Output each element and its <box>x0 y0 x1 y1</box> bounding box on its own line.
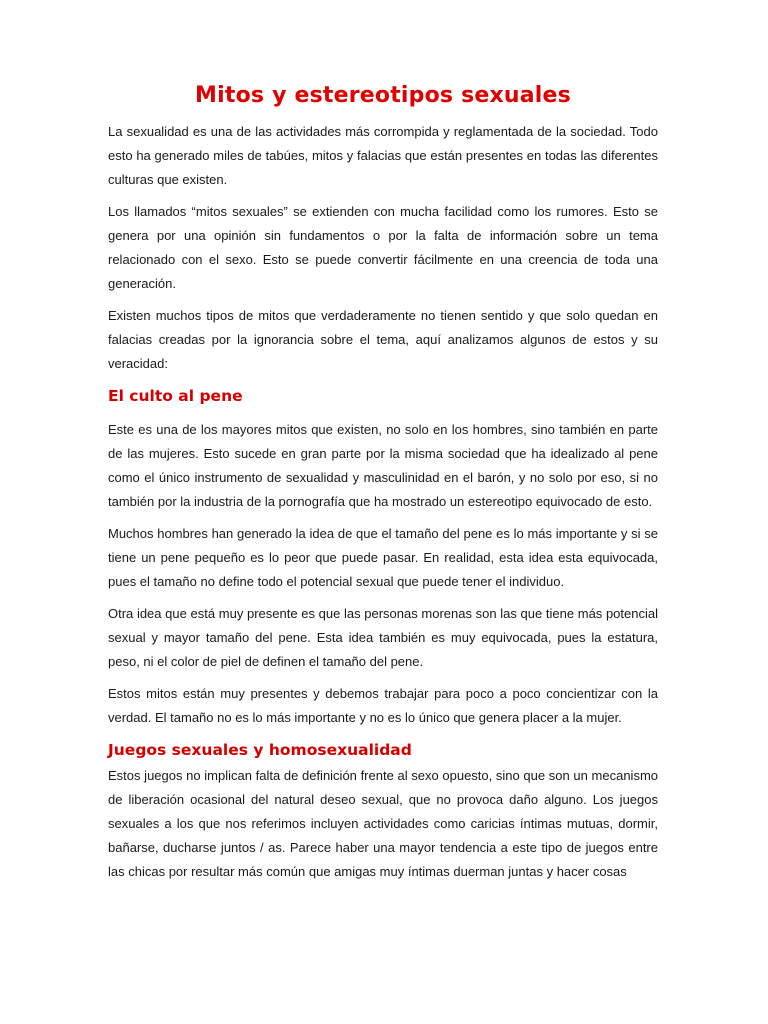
intro-paragraph: Los llamados “mitos sexuales” se extienden con mucha facilidad como los rumores. Esto se genera por una opinión sin fundamentos o por la falta de información sobre un tema relacionado con el sexo. Esto se puede convertir fácilmente en una creencia de toda una generación. <box>108 204 658 291</box>
body-paragraph: Otra idea que está muy presente es que las personas morenas son las que tiene más potencial sexual y mayor tamaño del pene. Esta idea también es muy equivocada, pues la estatura, peso, ni el color de piel de definen el tamaño del pene. <box>108 606 658 669</box>
section-heading-culto-al-pene: El culto al pene <box>108 387 243 405</box>
section-heading-juegos-sexuales: Juegos sexuales y homosexualidad <box>108 741 412 759</box>
document-title: Mitos y estereotipos sexuales <box>195 83 571 108</box>
intro-paragraph: La sexualidad es una de las actividades más corrompida y reglamentada de la sociedad. Todo esto ha generado miles de tabúes, mitos y falacias que están presentes en todas las diferentes culturas que existen. <box>108 124 658 187</box>
body-paragraph: Estos juegos no implican falta de definición frente al sexo opuesto, sino que son un mecanismo de liberación ocasional del natural deseo sexual, que no provoca daño alguno. Los juegos sexuales a los que nos referimos incluyen actividades como caricias íntimas mutuas, dormir, bañarse, ducharse juntos / as. Parece haber una mayor tendencia a este tipo de juegos entre las chicas por resultar más común que amigas muy íntimas duerman juntas y hacer cosas <box>108 768 658 879</box>
body-paragraph: Estos mitos están muy presentes y debemos trabajar para poco a poco concientizar con la verdad. El tamaño no es lo más importante y no es lo único que genera placer a la mujer. <box>108 686 658 725</box>
document-page <box>108 80 658 892</box>
body-paragraph: Muchos hombres han generado la idea de que el tamaño del pene es lo más importante y si se tiene un pene pequeño es lo peor que puede pasar. En realidad, esta idea esta equivocada, pues el tamaño no define todo el potencial sexual que puede tener el individuo. <box>108 526 658 589</box>
body-paragraph: Este es una de los mayores mitos que existen, no solo en los hombres, sino también en parte de las mujeres. Esto sucede en gran parte por la misma sociedad que ha idealizado al pene como el único instrumento de sexualidad y masculinidad en el barón, y no solo por eso, si no también por la industria de la pornografía que ha mostrado un estereotipo equivocado de esto. <box>108 422 658 509</box>
intro-paragraph: Existen muchos tipos de mitos que verdaderamente no tienen sentido y que solo quedan en falacias creadas por la ignorancia sobre el tema, aquí analizamos algunos de estos y su veracidad: <box>108 308 658 371</box>
